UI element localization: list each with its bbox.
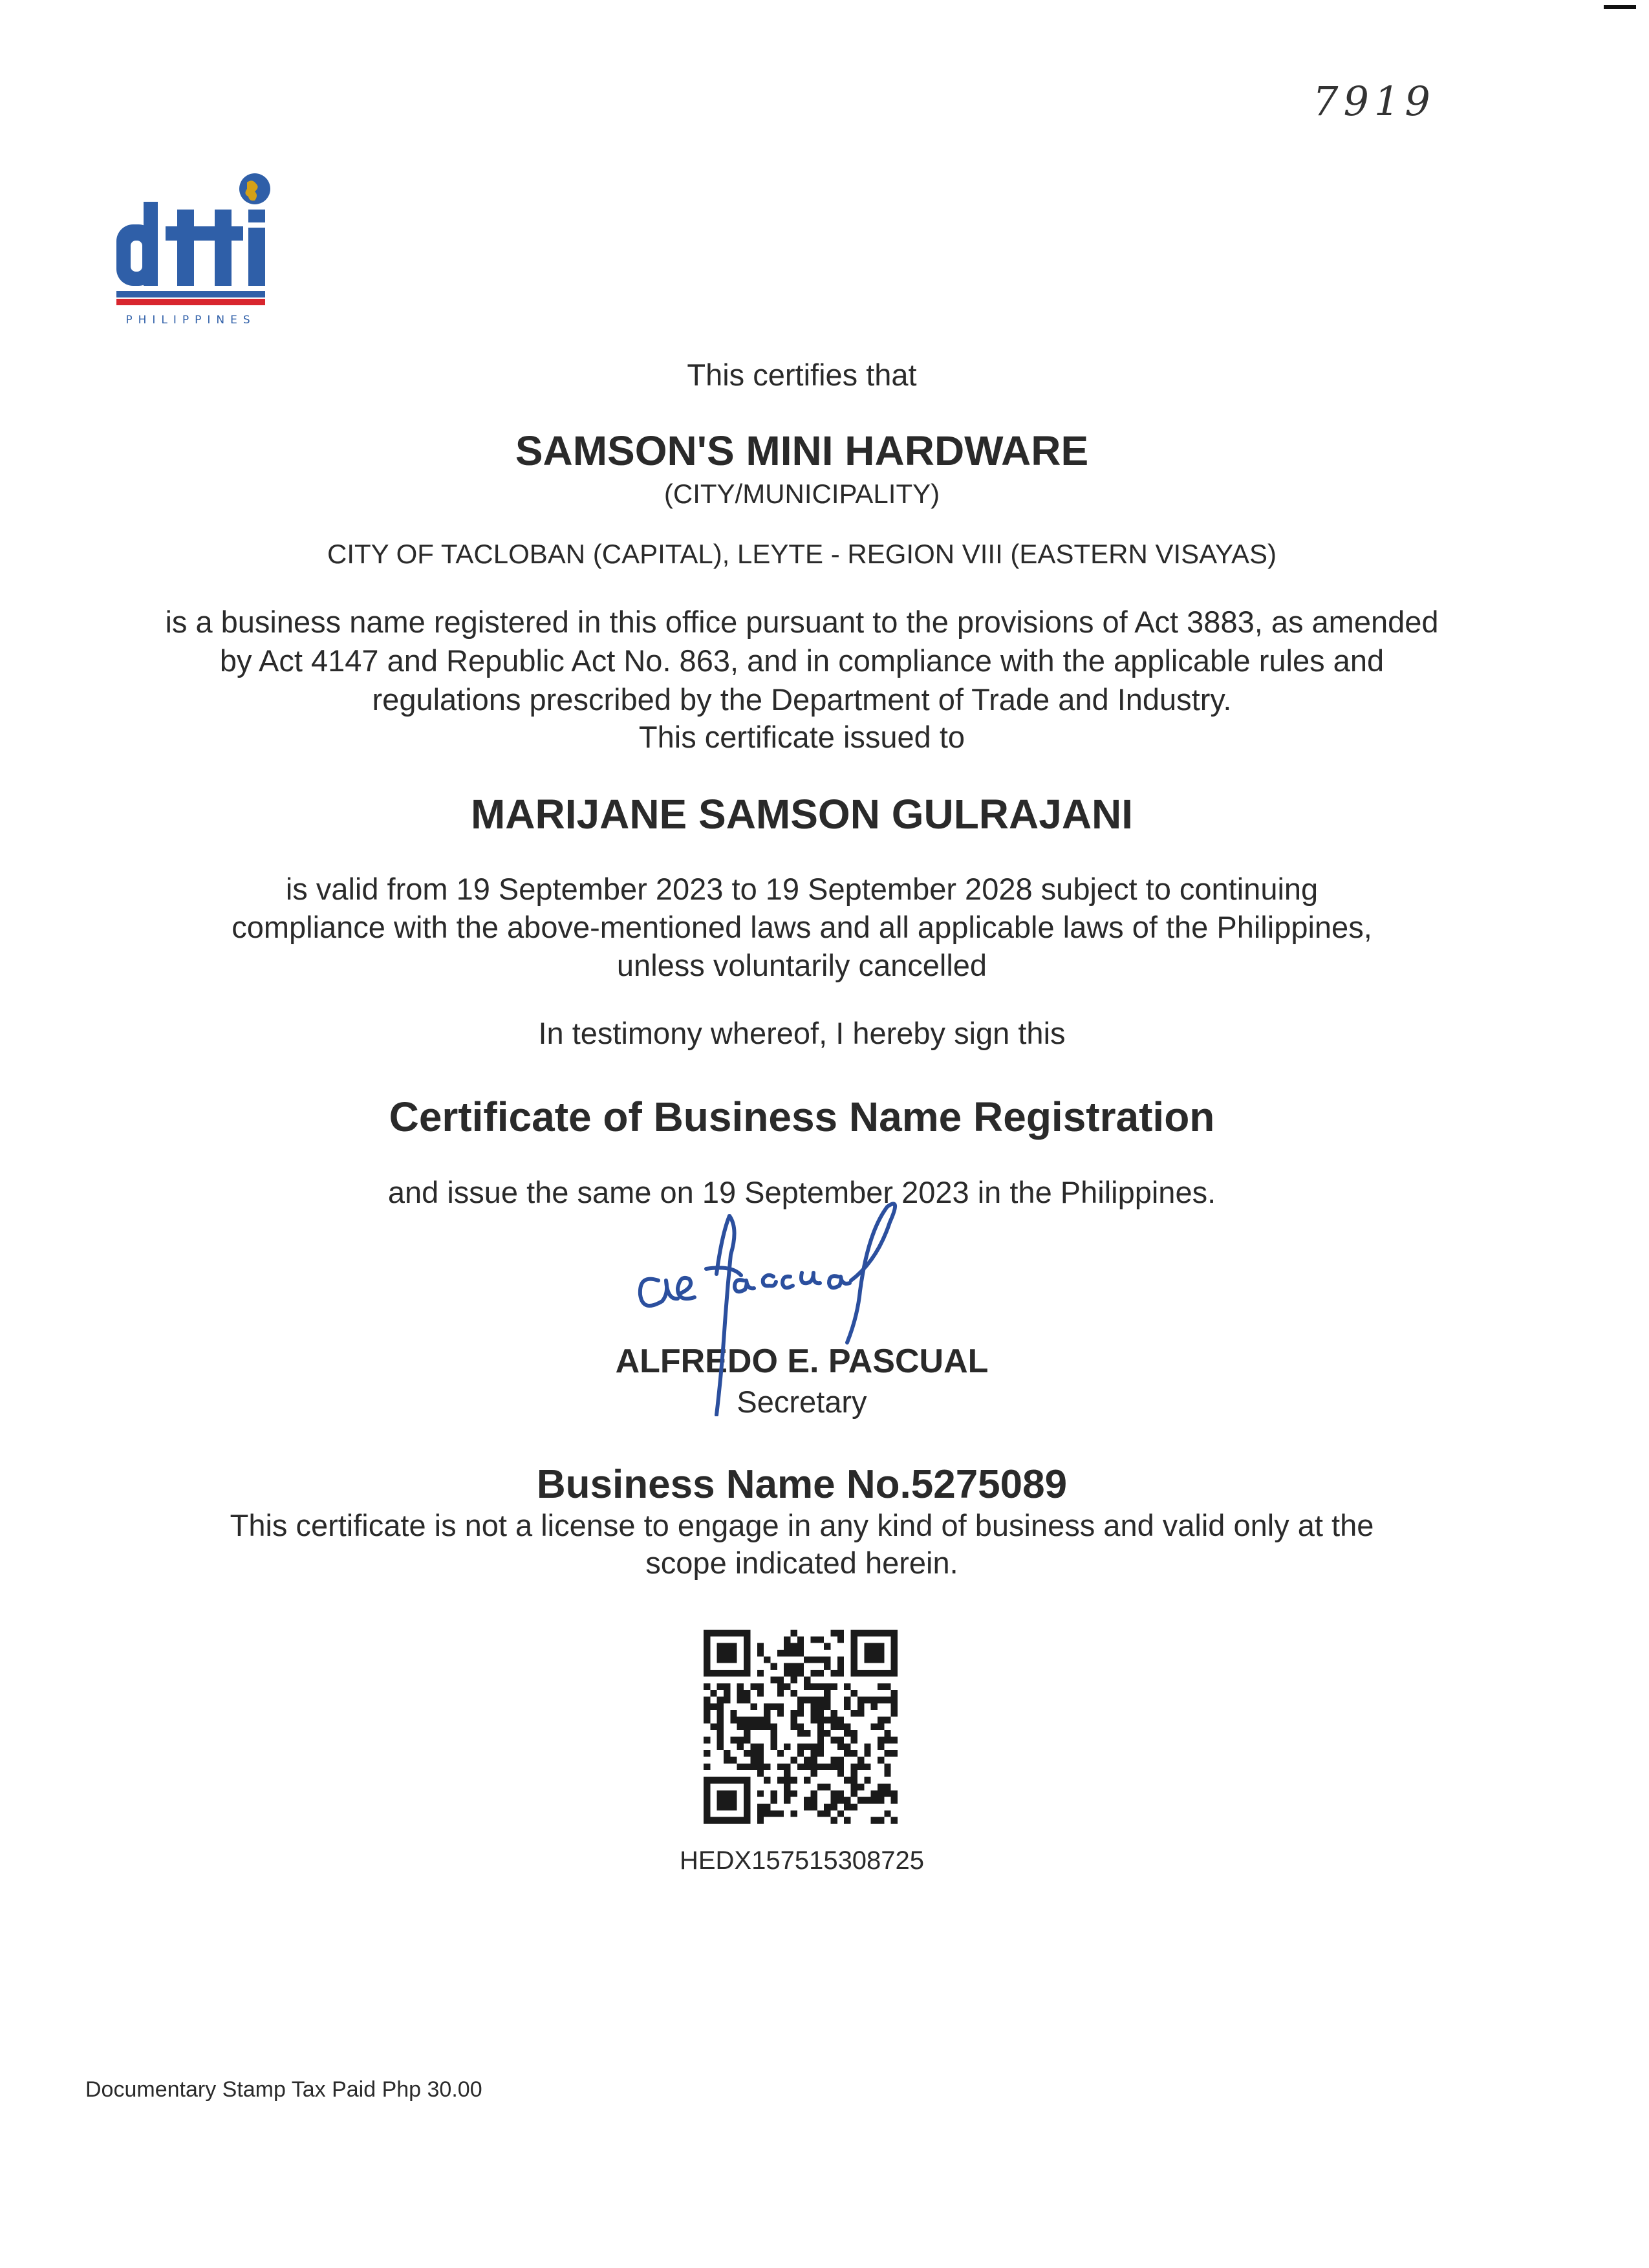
- business-name-number: Business Name No.5275089: [536, 1462, 1068, 1507]
- signature-image: [621, 1196, 983, 1416]
- validity-line-2: compliance with the above-mentioned laws and all applicable laws of the Philippines,: [232, 910, 1372, 944]
- logo-subtext: PHILIPPINES: [125, 314, 256, 327]
- certifies-line: This certifies that: [687, 358, 917, 392]
- registration-line-2: by Act 4147 and Republic Act No. 863, and in compliance with the applicable rules and: [219, 643, 1385, 678]
- registration-line-1: is a business name registered in this office pursuant to the provisions of Act 3883, as amended: [165, 605, 1439, 639]
- signatory-title: Secretary: [737, 1385, 867, 1419]
- validity-paragraph: [0, 870, 1604, 984]
- disclaimer-line-2: scope indicated herein.: [645, 1546, 958, 1580]
- issued-to-line: This certificate issued to: [638, 720, 965, 754]
- qr-code: [704, 1630, 898, 1824]
- qr-code-text: HEDX157515308725: [679, 1846, 925, 1875]
- disclaimer: [0, 1507, 1604, 1582]
- scan-artifact-mark: [1604, 5, 1636, 9]
- dti-logo: [111, 169, 279, 331]
- business-name: SAMSON'S MINI HARDWARE: [515, 427, 1089, 474]
- validity-line-3: unless voluntarily cancelled: [616, 948, 987, 982]
- business-scope: (CITY/MUNICIPALITY): [663, 479, 940, 509]
- disclaimer-line-1: This certificate is not a license to engage in any kind of business and valid only at the: [230, 1508, 1374, 1542]
- documentary-stamp-tax: Documentary Stamp Tax Paid Php 30.00: [85, 2077, 482, 2102]
- certificate-title: Certificate of Business Name Registration: [389, 1094, 1215, 1140]
- issue-date-line: and issue the same on 19 September 2023 in the Philippines.: [387, 1175, 1216, 1209]
- handwritten-reference-number: 7919: [1313, 78, 1436, 125]
- business-address: CITY OF TACLOBAN (CAPITAL), LEYTE - REGION VIII (EASTERN VISAYAS): [327, 539, 1277, 569]
- registration-line-3: regulations prescribed by the Department of Trade and Industry.: [372, 682, 1232, 717]
- owner-name: MARIJANE SAMSON GULRAJANI: [470, 791, 1134, 837]
- validity-line-1: is valid from 19 September 2023 to 19 September 2028 subject to continuing: [285, 872, 1319, 906]
- registration-paragraph: [0, 603, 1604, 719]
- testimony-line: In testimony whereof, I hereby sign this: [538, 1016, 1066, 1050]
- signatory-name: ALFREDO E. PASCUAL: [615, 1343, 989, 1380]
